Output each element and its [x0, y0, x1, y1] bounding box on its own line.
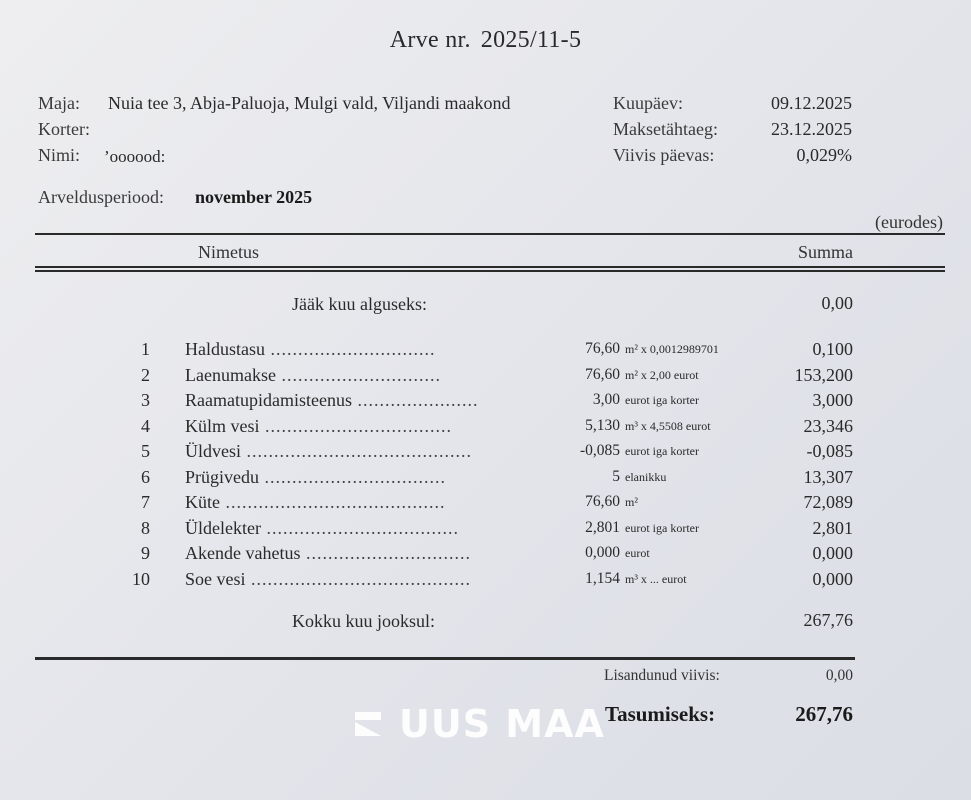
line-item-sum: 0,000 [812, 543, 853, 563]
line-item-quantity: 76,60 [585, 366, 620, 383]
currency-note: (eurodes) [875, 212, 943, 232]
line-item-name: Küte [185, 492, 220, 512]
line-item-quantity: 76,60 [585, 340, 620, 357]
line-item-name: Prügivedu [185, 467, 259, 487]
line-item-sum: 72,089 [803, 492, 853, 512]
line-item-quantity: 3,00 [592, 391, 620, 408]
invoice-title [0, 27, 971, 54]
line-item-unit: elanikku [625, 470, 667, 484]
penalty-rate-value: 0,029% [796, 145, 852, 165]
line-item-quantity: 76,60 [585, 493, 620, 510]
line-item-number: 5 [141, 441, 150, 461]
line-item-sum: 0,100 [812, 339, 853, 359]
leader-dots: ...................... [351, 390, 479, 410]
line-item-sum: -0,085 [806, 441, 853, 461]
house-label: Maja: [38, 93, 80, 113]
month-total-label: Kokku kuu jooksul: [292, 611, 436, 631]
line-item-name: Üldvesi [185, 441, 241, 461]
leader-dots: .............................. [265, 339, 436, 359]
invoice-title-label: Arve nr. [389, 27, 471, 53]
house-value: Nuia tee 3, Abja-Paluoja, Mulgi vald, Viljandi maakond [108, 93, 511, 113]
invoice-number: 2025/11-5 [480, 27, 582, 53]
to-pay-value: 267,76 [795, 702, 853, 726]
line-item-quantity: 0,000 [585, 544, 620, 561]
line-item-name: Üldelekter [185, 518, 261, 538]
period-label: Arveldusperiood: [38, 187, 164, 207]
line-item-number: 3 [141, 390, 150, 410]
leader-dots: .............................. [300, 543, 471, 563]
line-item-quantity: 5,130 [585, 417, 620, 434]
leader-dots: ............................. [275, 365, 441, 385]
line-item-sum: 2,801 [812, 518, 853, 538]
month-total-value: 267,76 [803, 610, 853, 630]
line-item-sum: 0,000 [812, 569, 853, 589]
name-label: Nimi: [38, 145, 81, 165]
watermark-text: UUS MAA [399, 702, 605, 746]
line-item-unit: m² [625, 495, 638, 509]
line-item-unit: eurot iga korter [625, 521, 699, 535]
period-value: november 2025 [195, 187, 313, 207]
line-item-unit: eurot [625, 546, 650, 560]
line-item-quantity: 5 [612, 468, 620, 485]
table-header-rule-1 [35, 266, 945, 268]
line-item-number: 1 [141, 339, 150, 359]
line-item-unit: eurot iga korter [625, 444, 699, 458]
line-item-unit: eurot iga korter [625, 393, 699, 407]
date-value: 09.12.2025 [771, 93, 852, 113]
penalty-rate-label: Viivis päevas: [613, 145, 715, 165]
apartment-label: Korter: [38, 119, 90, 139]
penalty-added-value: 0,00 [825, 667, 853, 684]
opening-balance-label: Jääk kuu alguseks: [292, 294, 427, 314]
line-item-number: 9 [141, 543, 150, 563]
column-header-name: Nimetus [198, 242, 259, 262]
leader-dots: .................................. [259, 416, 452, 436]
line-item-sum: 23,346 [803, 416, 853, 436]
line-item-quantity: 1,154 [585, 570, 620, 587]
line-item-number: 7 [141, 492, 150, 512]
leader-dots: ........................................ [220, 492, 446, 512]
line-item-number: 8 [141, 518, 150, 538]
penalty-added-label: Lisandunud viivis: [604, 667, 720, 684]
leader-dots: ................................... [260, 518, 459, 538]
line-item-unit: m³ x ... eurot [625, 572, 687, 586]
due-date-value: 23.12.2025 [771, 119, 852, 139]
line-item-name: Raamatupidamisteenus [185, 390, 352, 410]
leader-dots: ......................................... [241, 441, 472, 461]
line-item-unit: m² x 2,00 eurot [625, 368, 699, 382]
line-item-quantity: 2,801 [585, 519, 620, 536]
line-item-name: Külm vesi [185, 416, 260, 436]
due-date-label: Maksetähtaeg: [613, 119, 718, 139]
line-item-number: 10 [132, 569, 150, 589]
to-pay-label: Tasumiseks: [605, 702, 716, 726]
date-label: Kuupäev: [613, 93, 683, 113]
line-item-number: 6 [141, 467, 150, 487]
column-header-sum: Summa [797, 242, 853, 262]
watermark-logo [355, 704, 605, 744]
table-top-rule [35, 233, 945, 235]
table-header-rule-2 [35, 270, 945, 272]
opening-balance-value: 0,00 [821, 293, 853, 313]
line-item-sum: 13,307 [803, 467, 853, 487]
line-item-sum: 153,200 [794, 365, 853, 385]
leader-dots: ................................. [259, 467, 446, 487]
line-item-sum: 3,000 [812, 390, 853, 410]
line-item-quantity: -0,085 [579, 442, 620, 459]
line-item-name: Soe vesi [185, 569, 246, 589]
totals-rule [35, 657, 855, 660]
line-item-number: 2 [141, 365, 150, 385]
line-item-unit: m² x 0,0012989701 [625, 342, 719, 356]
line-item-name: Akende vahetus [185, 543, 301, 563]
name-value: ’oooood: [104, 147, 166, 166]
line-item-name: Laenumakse [185, 365, 276, 385]
line-item-unit: m³ x 4,5508 eurot [625, 419, 711, 433]
line-item-number: 4 [141, 416, 150, 436]
leader-dots: ........................................ [245, 569, 471, 589]
line-item-name: Haldustasu [185, 339, 265, 359]
logo-mark-icon [355, 712, 381, 736]
